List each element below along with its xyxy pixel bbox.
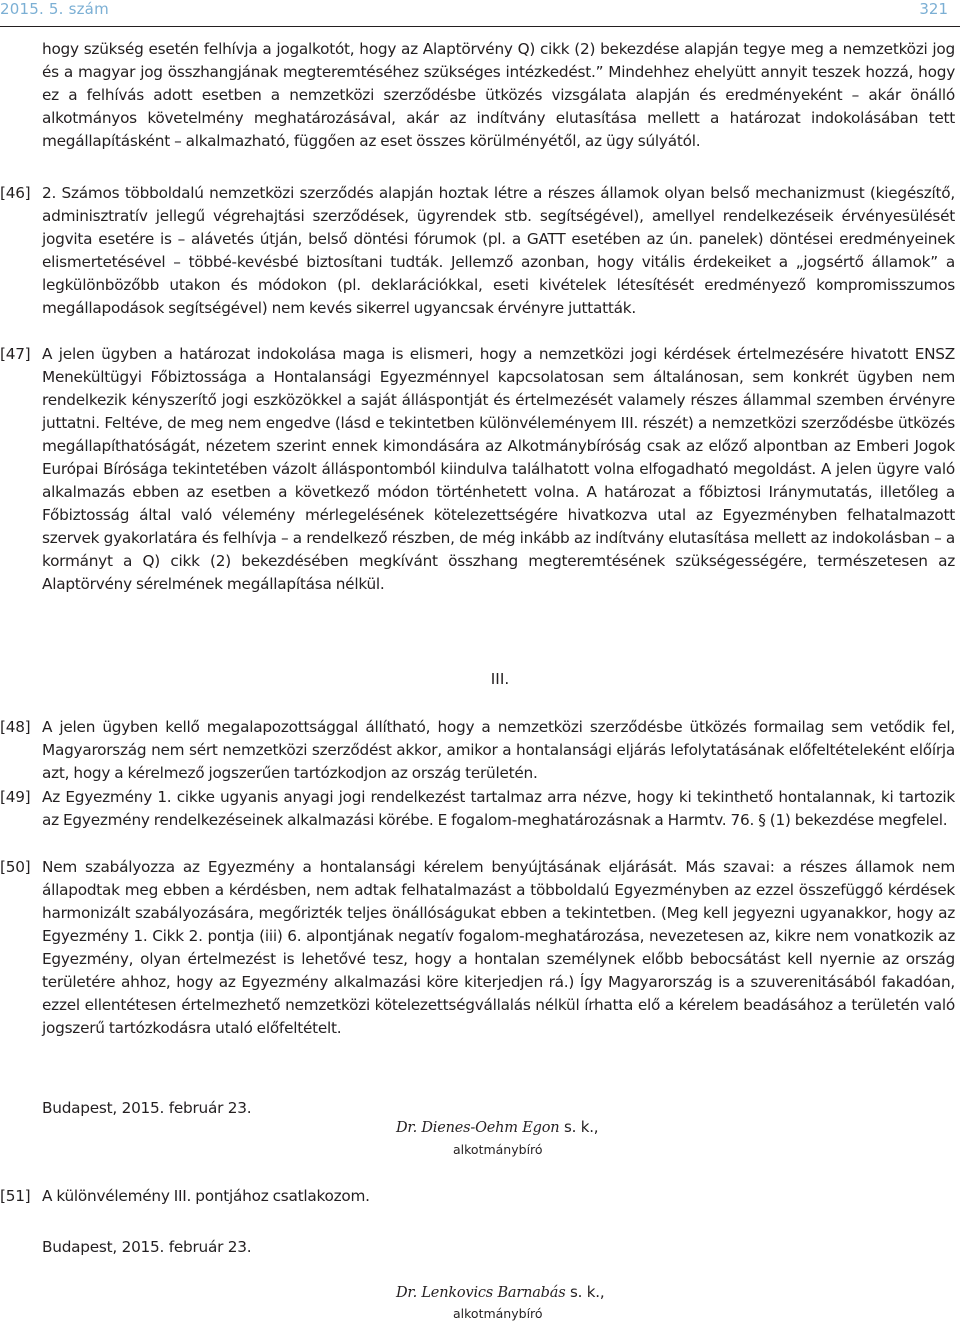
paragraph-number: [51]	[0, 1187, 31, 1205]
signature-name: Dr. Lenkovics Barnabás	[396, 1285, 566, 1301]
signature-name: Dr. Dienes-Oehm Egon	[396, 1120, 560, 1136]
signature-name-line	[396, 1283, 616, 1301]
date-line: Budapest, 2015. február 23.	[42, 1238, 252, 1256]
paragraph-47	[0, 343, 955, 596]
paragraph-48	[0, 716, 955, 785]
signature-suffix: s. k.,	[570, 1283, 605, 1301]
signature-suffix: s. k.,	[563, 1118, 599, 1136]
paragraph-text: Az Egyezmény 1. cikke ugyanis anyagi jogi rendelkezést tartalmaz arra nézve, hogy ki tekinthető hontalannak, ki tartozik az Egyezmény rendelkezéseinek alkalmazási körébe. E fogalom-meghatározásnak a Harmtv. 76. § (1) bekezdése megfelel.	[42, 788, 955, 829]
paragraph-text: A jelen ügyben a határozat indokolása maga is elismeri, hogy a nemzetközi jogi kérdések értelmezésére hivatott ENSZ Menekültügyi Főbiztossága a Hontalansági Egyezménnyel kapcsolatosan sem általánosan, sem konkrét ügyben nem rendelkezik kényszerítő jogi eszközökkel a saját álláspontját és értelmezését valamely részes állammal szemben érvényre juttatni. Feltéve, de meg nem engedve (lásd e tekintetben különvéleményem III. részét) a nemzetközi szerződésbe ütközés megállapíthatóságát, nézetem szerint ennek kimondására az Alkotmánybíróság csak az előző alpontban az Emberi Jogok Európai Bírósága tekintetében vázolt álláspontomból kiindulva találhatott volna elfogadható megoldást. A jelen ügyre való alkalmazás ebben az esetben a következő módon történhetett volna. A határozat a főbiztosi Iránymutatás, illetőleg a Főbiztosság által való vélemény mérlegelésének kötelezettségére hivatkozva utal az Egyezményben felhatalmazott szervek gyakorlatára és felhívja – a rendelkező részben, de még inkább az indítvány elutasítása mellett az indokolásban – a kormányt a Q) cikk (2) bekezdésében megkívánt összhang megteremtésének szükségességére, természetesen az Alaptörvény sérelmének megállapítása nélkül.	[42, 345, 955, 593]
intro-paragraph	[0, 38, 955, 153]
page-number: 321	[919, 0, 948, 18]
paragraph-49	[0, 786, 955, 832]
signature-role: alkotmánybíró	[453, 1142, 543, 1157]
paragraph-number: [46]	[0, 184, 31, 202]
paragraph-text: A különvélemény III. pontjához csatlakozom.	[42, 1187, 370, 1205]
paragraph-50	[0, 856, 955, 1040]
paragraph-46	[0, 182, 955, 320]
date-line: Budapest, 2015. február 23.	[42, 1099, 252, 1117]
paragraph-number: [47]	[0, 345, 31, 363]
signature-role: alkotmánybíró	[453, 1306, 543, 1321]
paragraph-text: A jelen ügyben kellő megalapozottsággal állítható, hogy a nemzetközi szerződésbe ütközés formailag sem vetődik fel, Magyarország nem sért nemzetközi szerződést akkor, amikor a hontalansági eljárás lefolytatásának előfeltételeként előírja azt, hogy a kérelmező jogszerűen tartózkodjon az ország területén.	[42, 718, 955, 782]
header-rule	[0, 26, 960, 27]
paragraph-number: [48]	[0, 718, 31, 736]
paragraph-number: [50]	[0, 858, 31, 876]
paragraph-text: Nem szabályozza az Egyezmény a hontalansági kérelem benyújtásának eljárását. Más szavai: a részes államok nem állapodtak meg ebben a kérdésben, nem adtak felhatalmazást a többoldalú Egyezményben az ezzel összefüggő kérdések harmonizált szabályozására, megőrizték teljes önállóságukat ebben a tekintetben. (Meg kell jegyezni ugyanakkor, hogy az Egyezmény 1. Cikk 2. pontja (iii) 6. alpontjának negatív fogalom-meghatározása, nevezetesen az, kikre nem vonatkozik az Egyezmény, olyan értelmezést is lehetővé tesz, hogy a hontalan személynek előbb bebocsátást kell nyernie az ország területére ahhoz, hogy az Egyezmény alkalmazási köre kiterjedjen rá.) Így Magyarország is a szuverenitásából fakadóan, ezzel ellentétesen értelmezhető nemzetközi kötelezettségvállalás nélkül írhatta elő a kérelem beadásához a területén való jogszerű tartózkodásra utaló előfeltételt.	[42, 858, 955, 1037]
section-heading: III.	[490, 670, 510, 688]
paragraph-51	[0, 1185, 955, 1208]
issue-label: 2015. 5. szám	[0, 0, 109, 18]
page-header	[0, 0, 960, 24]
paragraph-number: [49]	[0, 788, 31, 806]
paragraph-text: 2. Számos többoldalú nemzetközi szerződés alapján hoztak létre a részes államok olyan belső mechanizmust (kiegészítő, adminisztratív jellegű végrehajtási szerződések, ügyrendek stb. segítségével), amellyel rendelkezéseik érvényesülését jogvita esetére is – alávetés útján, belső döntési fórumok (pl. a GATT esetében az ún. panelek) döntései eredményeinek elismertetésével – többé-kevésbé biztosítani tudták. Jellemző azonban, hogy vitális érdekeiket a „jogsértő államok” a legkülönbözőbb utakon és módokon (pl. deklarációkkal, eseti kivételek létesítését eredményező kompromisszumos megállapodások segítségével) nem kevés sikerrel ugyancsak érvényre juttatták.	[42, 184, 955, 317]
signature-name-line	[396, 1118, 616, 1136]
intro-paragraph-text: hogy szükség esetén felhívja a jogalkotót, hogy az Alaptörvény Q) cikk (2) bekezdése alapján tegye meg a nemzetközi jog és a magyar jog összhangjának megteremtéséhez szükséges intézkedést.” Mindehhez ehelyütt annyit teszek hozzá, hogy ez a felhívás adott esetben a nemzetközi szerződésbe ütközés vizsgálata alapján és eredményeként – akár önálló alkotmányos követelmény meghatározásával, akár az indítvány elutasítása mellett a határozat indokolásában tett megállapításként – alkalmazható, függően az eset összes körülményétől, az ügy súlyától.	[42, 40, 955, 150]
